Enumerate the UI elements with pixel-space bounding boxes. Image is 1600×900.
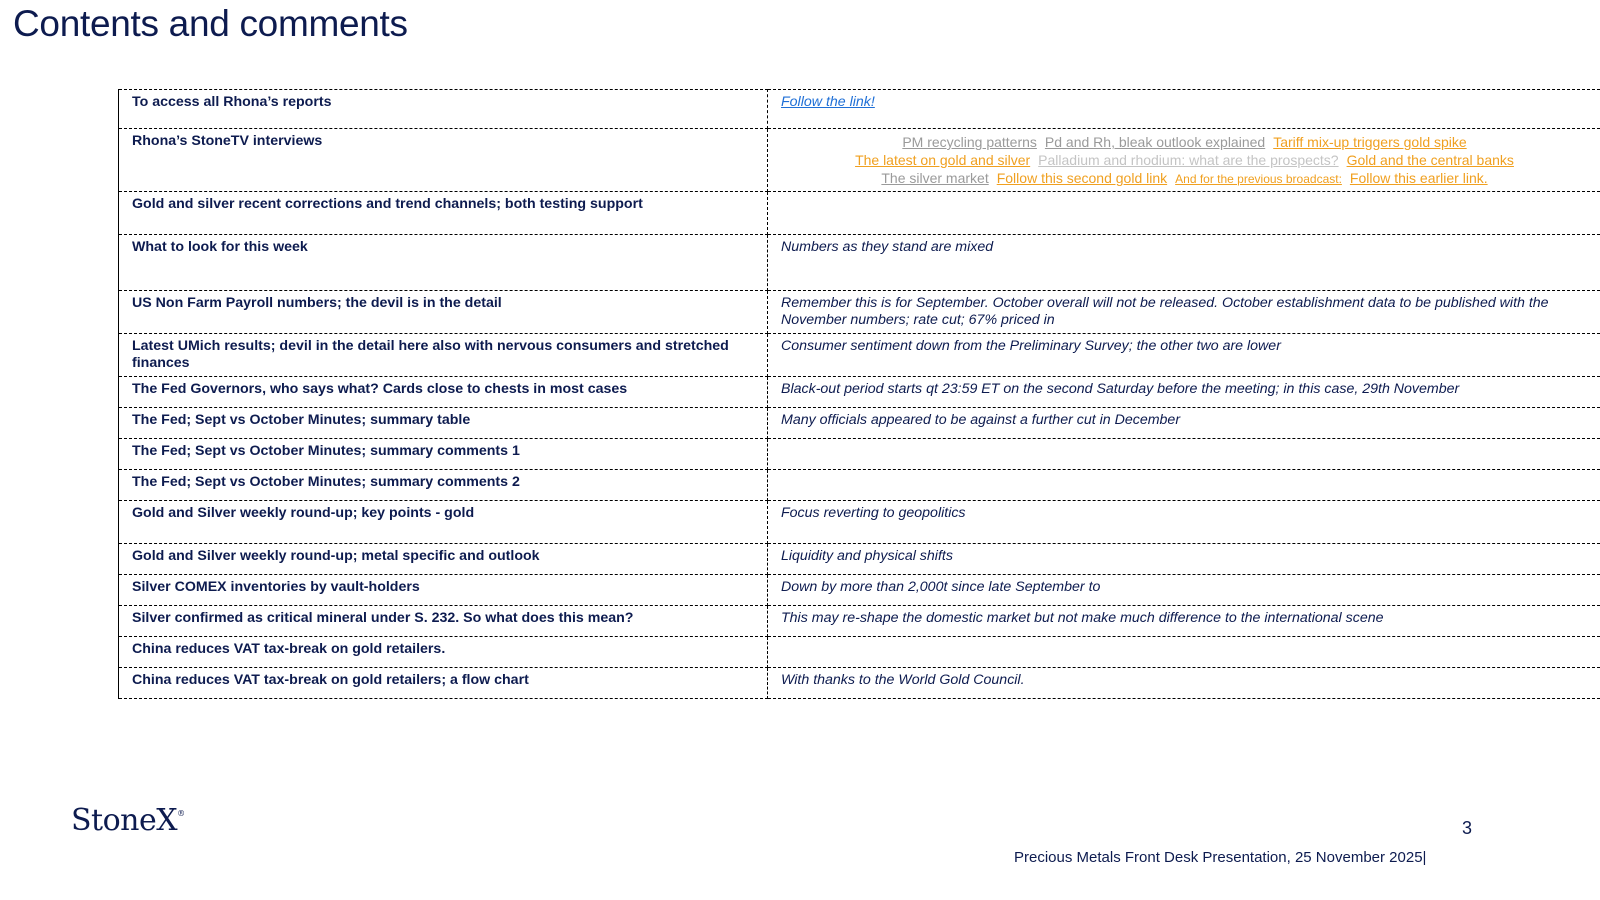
media-links-line	[781, 151, 1588, 169]
media-link[interactable]: Follow this second gold link	[996, 170, 1168, 186]
comment-cell: Black-out period starts qt 23:59 ET on the second Saturday before the meeting; in this case, 29th November	[768, 377, 1600, 408]
reports-link[interactable]: Follow the link!	[781, 94, 875, 110]
comment-cell	[768, 470, 1600, 501]
topic-cell: Latest UMich results; devil in the detail here also with nervous consumers and stretched finances	[119, 334, 768, 377]
topic-cell: Rhona’s StoneTV interviews	[119, 129, 768, 192]
table-row	[119, 544, 1600, 575]
media-link[interactable]: The silver market	[881, 170, 989, 186]
media-link[interactable]: Palladium and rhodium: what are the prospects?	[1038, 152, 1339, 168]
table-row	[119, 470, 1600, 501]
media-links-cell	[768, 129, 1600, 192]
footer-text: Precious Metals Front Desk Presentation, 25 November 2025|	[1014, 849, 1427, 866]
registered-mark: ®	[177, 809, 185, 818]
comment-cell	[768, 439, 1600, 470]
topic-cell: Gold and Silver weekly round-up; metal specific and outlook	[119, 544, 768, 575]
comment-cell: Liquidity and physical shifts	[768, 544, 1600, 575]
table-row	[119, 408, 1600, 439]
media-link[interactable]: PM recycling patterns	[902, 134, 1037, 150]
topic-cell: The Fed Governors, who says what? Cards close to chests in most cases	[119, 377, 768, 408]
topic-cell: US Non Farm Payroll numbers; the devil is in the detail	[119, 291, 768, 334]
comment-cell: Down by more than 2,000t since late September to	[768, 575, 1600, 606]
table-row	[119, 90, 1600, 129]
topic-cell: Gold and Silver weekly round-up; key points - gold	[119, 501, 768, 544]
comment-cell	[768, 90, 1600, 129]
table-row	[119, 501, 1600, 544]
media-links-line	[781, 169, 1588, 188]
topic-cell: Gold and silver recent corrections and trend channels; both testing support	[119, 192, 768, 235]
comment-cell: With thanks to the World Gold Council.	[768, 668, 1600, 699]
logo-text: StoneX	[71, 803, 178, 838]
media-link[interactable]: Follow this earlier link.	[1349, 170, 1488, 186]
media-link[interactable]: Gold and the central banks	[1346, 152, 1514, 168]
topic-cell: What to look for this week	[119, 235, 768, 291]
table-row	[119, 637, 1600, 668]
topic-cell: The Fed; Sept vs October Minutes; summary comments 2	[119, 470, 768, 501]
table-row	[119, 192, 1600, 235]
comment-cell: Consumer sentiment down from the Preliminary Survey; the other two are lower	[768, 334, 1600, 377]
stonex-logo	[71, 803, 185, 838]
media-link[interactable]: Pd and Rh, bleak outlook explained	[1044, 134, 1266, 150]
topic-cell: China reduces VAT tax-break on gold retailers.	[119, 637, 768, 668]
comment-cell: This may re-shape the domestic market but not make much difference to the international scene	[768, 606, 1600, 637]
contents-table	[118, 89, 1600, 699]
topic-cell: Silver confirmed as critical mineral under S. 232. So what does this mean?	[119, 606, 768, 637]
table-row	[119, 291, 1600, 334]
table-row	[119, 129, 1600, 192]
page-title: Contents and comments	[13, 3, 408, 44]
comment-cell	[768, 637, 1600, 668]
page-number: 3	[1462, 818, 1473, 838]
table-row	[119, 668, 1600, 699]
table-row	[119, 377, 1600, 408]
table-row	[119, 575, 1600, 606]
table-row	[119, 439, 1600, 470]
comment-cell: Numbers as they stand are mixed	[768, 235, 1600, 291]
topic-cell: The Fed; Sept vs October Minutes; summary comments 1	[119, 439, 768, 470]
topic-cell: China reduces VAT tax-break on gold retailers; a flow chart	[119, 668, 768, 699]
table-row	[119, 334, 1600, 377]
table-row	[119, 235, 1600, 291]
topic-cell: To access all Rhona’s reports	[119, 90, 768, 129]
topic-cell: Silver COMEX inventories by vault-holders	[119, 575, 768, 606]
table-row	[119, 606, 1600, 637]
topic-cell: The Fed; Sept vs October Minutes; summary table	[119, 408, 768, 439]
comment-cell: Focus reverting to geopolitics	[768, 501, 1600, 544]
comment-cell: Many officials appeared to be against a further cut in December	[768, 408, 1600, 439]
comment-cell	[768, 192, 1600, 235]
media-link[interactable]: And for the previous broadcast:	[1175, 172, 1342, 186]
media-link[interactable]: Tariff mix-up triggers gold spike	[1273, 134, 1467, 150]
media-links-line	[781, 133, 1588, 151]
media-link[interactable]: The latest on gold and silver	[855, 152, 1031, 168]
comment-cell: Remember this is for September. October overall will not be released. October establishment data to be published with the November numbers; rate cut; 67% priced in	[768, 291, 1600, 334]
